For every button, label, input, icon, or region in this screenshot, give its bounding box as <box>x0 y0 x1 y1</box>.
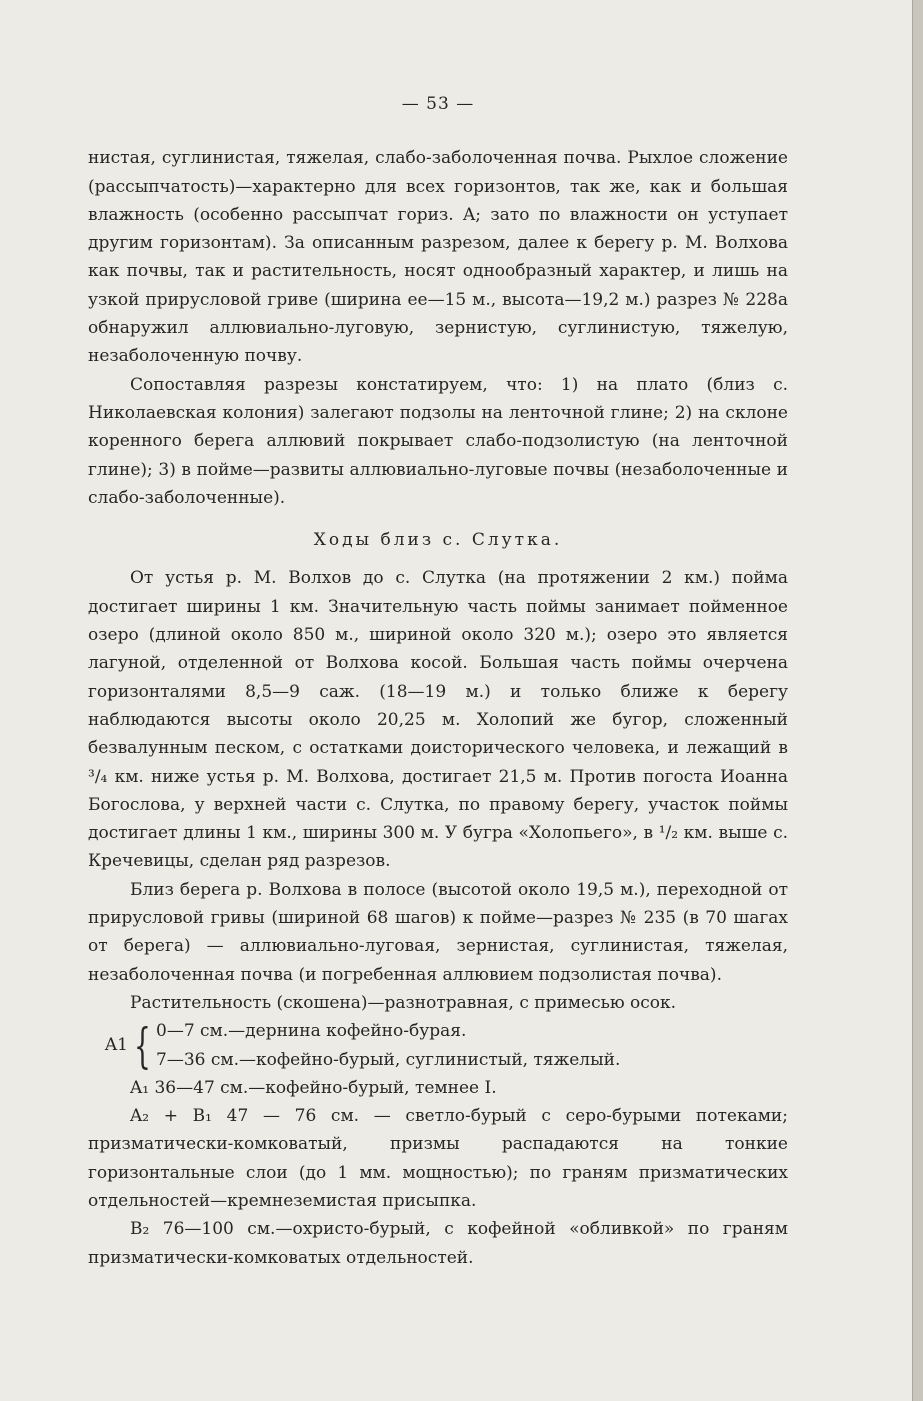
paragraph-comparison: Сопоставляя разрезы констатируем, что: 1) на плато (близ с. Николаевская колония) залегают подзолы на ленточной глине; 2) на склоне коренного берега аллювий покрывает слабо-подзолистую (на ленточной глине); 3) в пойме—развиты аллювиально-луговые почвы (незаболоченные и слабо-заболоченные). <box>88 374 788 508</box>
section-title: Ходы близ с. Слутка. <box>313 530 563 551</box>
paragraph-floodplain: От устья р. М. Волхов до с. Слутка (на протяжении 2 км.) пойма достигает ширины 1 км. Значительную часть поймы занимает пойменное озеро (длиной около 850 м., шириной около 320 м.); озеро это является лагуной, отделенной от Волхова косой. Большая часть поймы очерчена горизонталями 8,5—9 саж. (18—19 м.) и только ближе к берегу наблюдаются высоты около 20,25 м. Холопий же бугор, сложенный безвалунным песком, с остатками доисторического человека, и лежащий в ³/₄ км. ниже устья р. М. Волхова, достигает 21,5 м. Против погоста Иоанна Богослова, у верхней части с. Слутка, по правому берегу, участок поймы достигает длины 1 км., ширины 300 м. У бугра «Холопьего», в ¹/₂ км. выше с. Кречевицы, сделан ряд разрезов. <box>88 568 788 872</box>
paragraph-section-235: Близ берега р. Волхова в полосе (высотой около 19,5 м.), переходной от прирусловой гривы (шириной 68 шагов) к пойме—разрез № 235 (в 70 шагах от берега) — аллювиально-луговая, зернистая, суглинистая, тяжелая, незаболоченная почва (и погребенная аллювием подзолистая почва). <box>88 879 788 985</box>
horizon-a1-line-2: 7—36 см.—кофейно-бурый, суглинистый, тяжелый. <box>156 1049 621 1070</box>
horizon-a1-line-1: 0—7 см.—дернина кофейно-бурая. <box>156 1021 467 1042</box>
horizon-a1-label: A1 <box>104 1035 128 1056</box>
paragraph-vegetation: Растительность (скошена)—разнотравная, с примесью осок. <box>130 992 677 1013</box>
horizon-a2-b1: A₂ + B₁ 47 — 76 см. — светло-бурый с серо-бурыми потеками; призматически-комковатый, призмы распадаются на тонкие горизонтальные слои (до 1 мм. мощностью); по граням призматических отдельностей—кремнеземистая присыпка. <box>88 1106 788 1211</box>
horizon-brace: { <box>134 1017 151 1074</box>
page-text <box>88 90 788 1272</box>
page-number: — 53 — <box>401 94 475 114</box>
page-edge <box>912 0 923 1401</box>
horizon-a1-group <box>88 1017 788 1074</box>
paragraph-continuation: нистая, суглинистая, тяжелая, слабо-заболоченная почва. Рыхлое сложение (рассыпчатость)—характерно для всех горизонтов, так же, как и большая влажность (особенно рассыпчат гориз. A; зато по влажности он уступает другим горизонтам). За описанным разрезом, далее к берегу р. М. Волхова как почвы, так и растительность, носят однообразный характер, и лишь на узкой прирусловой гриве (ширина ее—15 м., высота—19,2 м.) разрез № 228а обнаружил аллювиально-луговую, зернистую, суглинистую, тяжелую, незаболоченную почву. <box>88 148 788 367</box>
horizon-a1b: A₁ 36—47 см.—кофейно-бурый, темнее I. <box>130 1077 497 1098</box>
horizon-b2: B₂ 76—100 см.—охристо-бурый, с кофейной «обливкой» по граням призматически-комковатых отдельностей. <box>88 1219 788 1268</box>
